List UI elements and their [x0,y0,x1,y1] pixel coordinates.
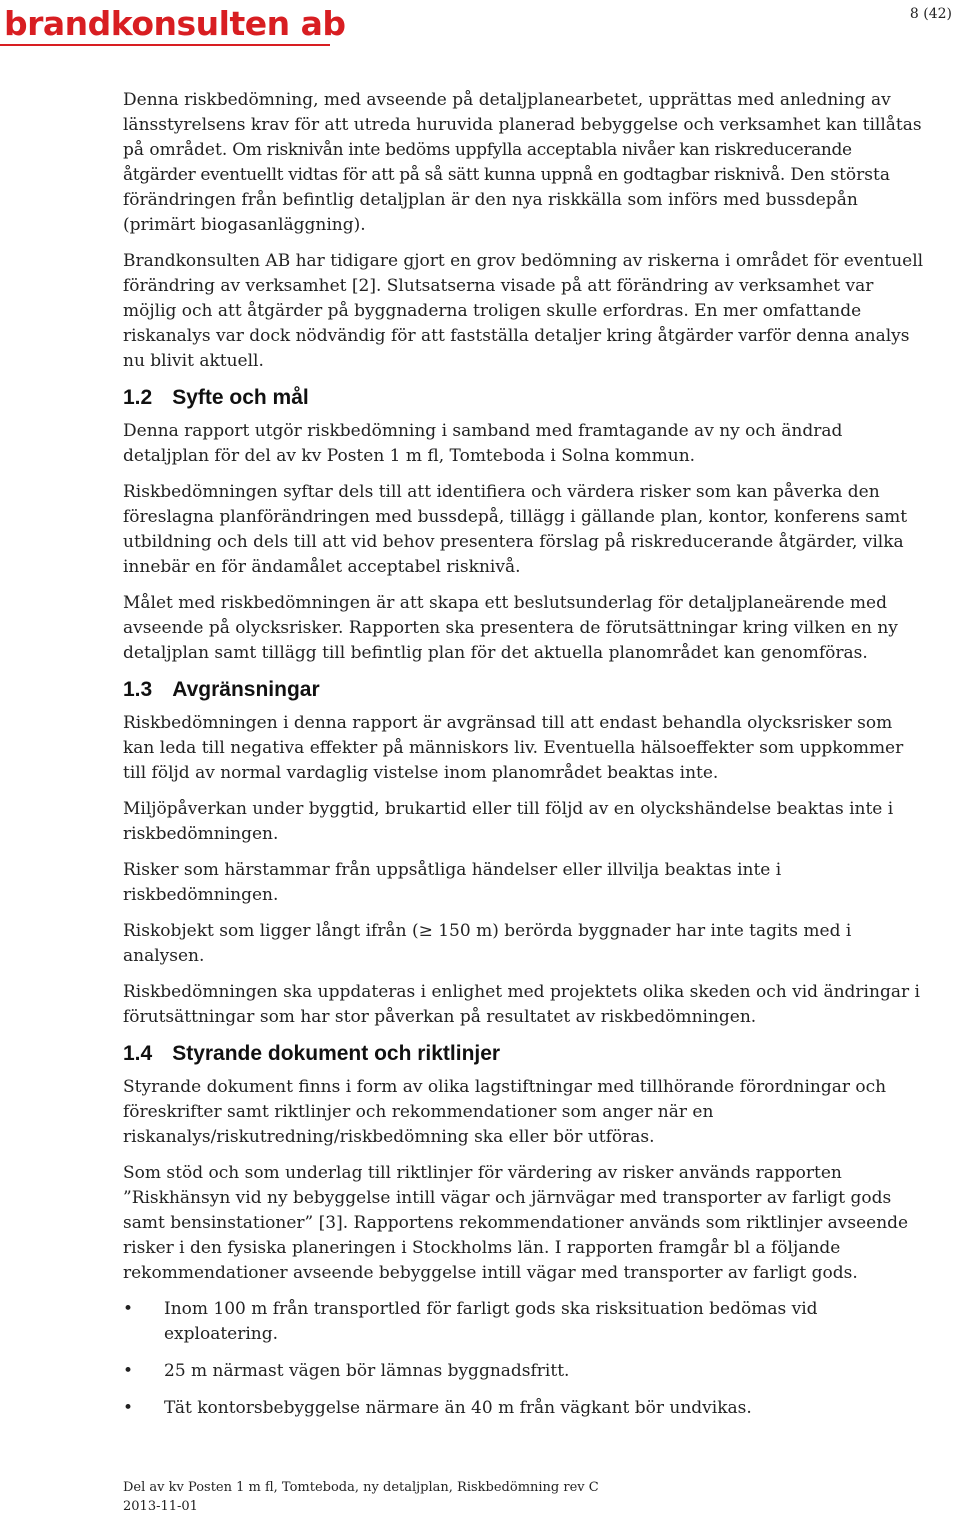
section-paragraph: Miljöpåverkan under byggtid, brukartid eller till följd av en olyckshändelse beaktas inte i riskbedömningen. [123,799,894,844]
section-paragraph: Riskobjekt som ligger långt ifrån (≥ 150 m) berörda byggnader har inte tagits med i analysen. [123,921,852,966]
section-heading-syfte [123,385,928,411]
section-paragraph: Risker som härstammar från uppsåtliga händelser eller illvilja beaktas inte i riskbedömningen. [123,860,782,905]
intro-sentence: Denna riskbedömning, med avseende på detaljplanearbetet, upprättas med anledning av länsstyrelsens krav för att utreda huruvida planerad bebyggelse och verksamhet kan tillåtas på området. [123,90,922,160]
footer-date: 2013-11-01 [123,1499,198,1514]
footer-document-title: Del av kv Posten 1 m fl, Tomteboda, ny detaljplan, Riskbedömning rev C [123,1480,599,1495]
section-heading-avgransningar [123,677,928,703]
bullet-icon: • [123,1398,134,1418]
section-paragraph: Målet med riskbedömningen är att skapa ett beslutsunderlag för detaljplaneärende med avseende på olycksrisker. Rapporten ska presentera de förutsättningar kring vilken en ny detaljplan samt tillägg till befintlig plan för det aktuella planområdet kan genomföras. [123,593,898,663]
section-paragraph: Denna rapport utgör riskbedömning i samband med framtagande av ny och ändrad detaljplan för del av kv Posten 1 m fl, Tomteboda i Solna kommun. [123,421,843,466]
intro-paragraph-2 [123,249,928,374]
section-paragraph: Som stöd och som underlag till riktlinjer för värdering av risker används rapporten ”Riskhänsyn vid ny bebyggelse intill vägar och järnvägar med transporter av farligt gods samt bensinstationer” [3]. Rapportens rekommendationer används som riktlinjer avseende risker i den fysiska planeringen i Stockholms län. I rapporten framgår bl a följande rekommendationer avseende bebyggelse intill vägar med transporter av farligt gods. [123,1163,909,1283]
company-logo: brandkonsulten ab [4,4,346,43]
intro-sentence: En mer omfattande riskanalys var dock nödvändig för att fastställa detaljer kring åtgärder varför denna analys nu blivit aktuell. [123,301,910,371]
list-item-text: 25 m närmast vägen bör lämnas byggnadsfritt. [164,1361,570,1381]
section-paragraph: Riskbedömningen i denna rapport är avgränsad till att endast behandla olycksrisker som kan leda till negativa effekter på människors liv. Eventuella hälsoeffekter som uppkommer till följd av normal vardaglig vistelse inom planområdet beaktas inte. [123,713,904,783]
page-footer [123,1478,599,1516]
section-heading-styrande-dokument [123,1041,928,1067]
section-paragraph: Riskbedömningen syftar dels till att identifiera och värdera risker som kan påverka den föreslagna planförändringen med bussdepå, tillägg i gällande plan, kontor, konferens samt utbildning och dels till att vid behov presentera förslag på riskreducerande åtgärder, vilka innebär en för ändamålet acceptabel risknivå. [123,482,908,577]
section-title: Syfte och mål [172,386,309,409]
intro-paragraph-1 [123,88,928,238]
section-number: 1.4 [123,1042,153,1065]
section-title: Styrande dokument och riktlinjer [172,1042,501,1065]
page-number: 8 (42) [909,6,952,22]
section-title: Avgränsningar [172,678,320,701]
intro-sentence: Brandkonsulten AB har tidigare gjort en grov bedömning av riskerna i området för eventuell förändring av verksamhet [2]. [123,251,924,296]
list-item-text: Tät kontorsbebyggelse närmare än 40 m från vägkant bör undvikas. [164,1398,752,1418]
logo-underline [0,44,330,46]
bullet-icon: • [123,1299,134,1319]
bullet-icon: • [123,1361,134,1381]
intro-sentence: Den största förändringen från befintlig detaljplan är den nya riskkälla som införs med bussdepån (primärt biogasanläggning). [123,165,890,235]
section-number: 1.3 [123,678,153,701]
document-body [123,88,928,1433]
section-paragraph: Riskbedömningen ska uppdateras i enlighet med projektets olika skeden och vid ändringar i förutsättningar som har stor påverkan på resultatet av riskbedömningen. [123,982,920,1027]
list-item [123,1396,928,1421]
list-item-text: Inom 100 m från transportled för farligt gods ska risksituation bedömas vid exploatering. [164,1299,818,1344]
intro-sentence: Slutsatserna visade på att förändring av verksamhet var möjlig och att åtgärder på byggnaderna troligen skulle erfordras. [123,276,874,321]
section-number: 1.2 [123,386,153,409]
section-paragraph: Styrande dokument finns i form av olika lagstiftningar med tillhörande förordningar och föreskrifter samt riktlinjer och rekommendationer som anger när en riskanalys/riskutredning/riskbedömning ska eller bör utföras. [123,1077,887,1147]
list-item [123,1297,928,1347]
recommendation-list [123,1297,928,1421]
intro-sentence: Om risknivån inte bedöms uppfylla acceptabla nivåer kan riskreducerande åtgärder eventuellt vidtas för att på så sätt kunna uppnå en godtagbar risknivå. [123,140,852,185]
list-item [123,1359,928,1384]
